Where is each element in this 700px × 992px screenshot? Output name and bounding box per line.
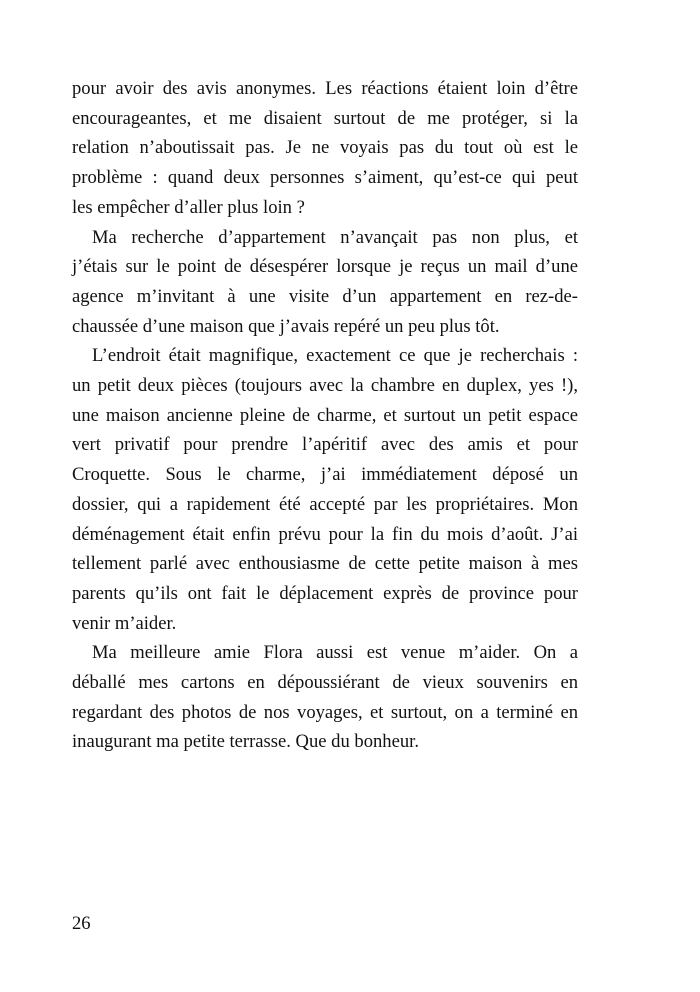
paragraph bbox=[72, 638, 578, 757]
page-number: 26 bbox=[72, 913, 91, 934]
text-line: parents qu’ils ont fait le déplacement exprès de province pour bbox=[72, 582, 578, 604]
text-line: Ma meilleure amie Flora aussi est venue m’aider. On a bbox=[92, 642, 578, 664]
paragraph bbox=[72, 341, 578, 638]
text-line: encourageantes, et me disaient surtout de me protéger, si la bbox=[72, 107, 578, 129]
paragraph bbox=[72, 223, 578, 342]
text-line: tellement parlé avec enthousiasme de cette petite maison à mes bbox=[72, 553, 578, 575]
text-line: un petit deux pièces (toujours avec la chambre en duplex, yes !), bbox=[72, 375, 578, 397]
text-line: dossier, qui a rapidement été accepté par les propriétaires. Mon bbox=[72, 493, 578, 515]
paragraph bbox=[72, 74, 578, 223]
text-line: pour avoir des avis anonymes. Les réactions étaient loin d’être bbox=[72, 78, 578, 99]
text-line: relation n’aboutissait pas. Je ne voyais pas du tout où est le bbox=[72, 137, 578, 159]
text-line: j’étais sur le point de désespérer lorsque je reçus un mail d’une bbox=[72, 256, 578, 278]
body-text bbox=[72, 74, 578, 757]
text-line: L’endroit était magnifique, exactement ce que je recherchais : bbox=[92, 345, 578, 367]
text-line: regardant des photos de nos voyages, et surtout, on a terminé en bbox=[72, 701, 578, 723]
text-line: problème : quand deux personnes s’aiment, qu’est-ce qui peut bbox=[72, 167, 578, 189]
text-line: Croquette. Sous le charme, j’ai immédiatement déposé un bbox=[72, 464, 578, 486]
text-line: les empêcher d’aller plus loin ? bbox=[72, 196, 305, 218]
text-line: chaussée d’une maison que j’avais repéré un peu plus tôt. bbox=[72, 315, 500, 337]
text-line: agence m’invitant à une visite d’un appartement en rez-de- bbox=[72, 285, 578, 307]
text-line: venir m’aider. bbox=[72, 612, 177, 634]
text-line: déménagement était enfin prévu pour la fin du mois d’août. J’ai bbox=[72, 523, 578, 545]
text-line: déballé mes cartons en dépoussiérant de vieux souvenirs en bbox=[72, 672, 578, 694]
text-line: Ma recherche d’appartement n’avançait pas non plus, et bbox=[92, 226, 578, 248]
text-line: une maison ancienne pleine de charme, et surtout un petit espace bbox=[72, 404, 578, 426]
text-line: vert privatif pour prendre l’apéritif avec des amis et pour bbox=[72, 434, 578, 456]
text-line: inaugurant ma petite terrasse. Que du bonheur. bbox=[72, 731, 419, 753]
